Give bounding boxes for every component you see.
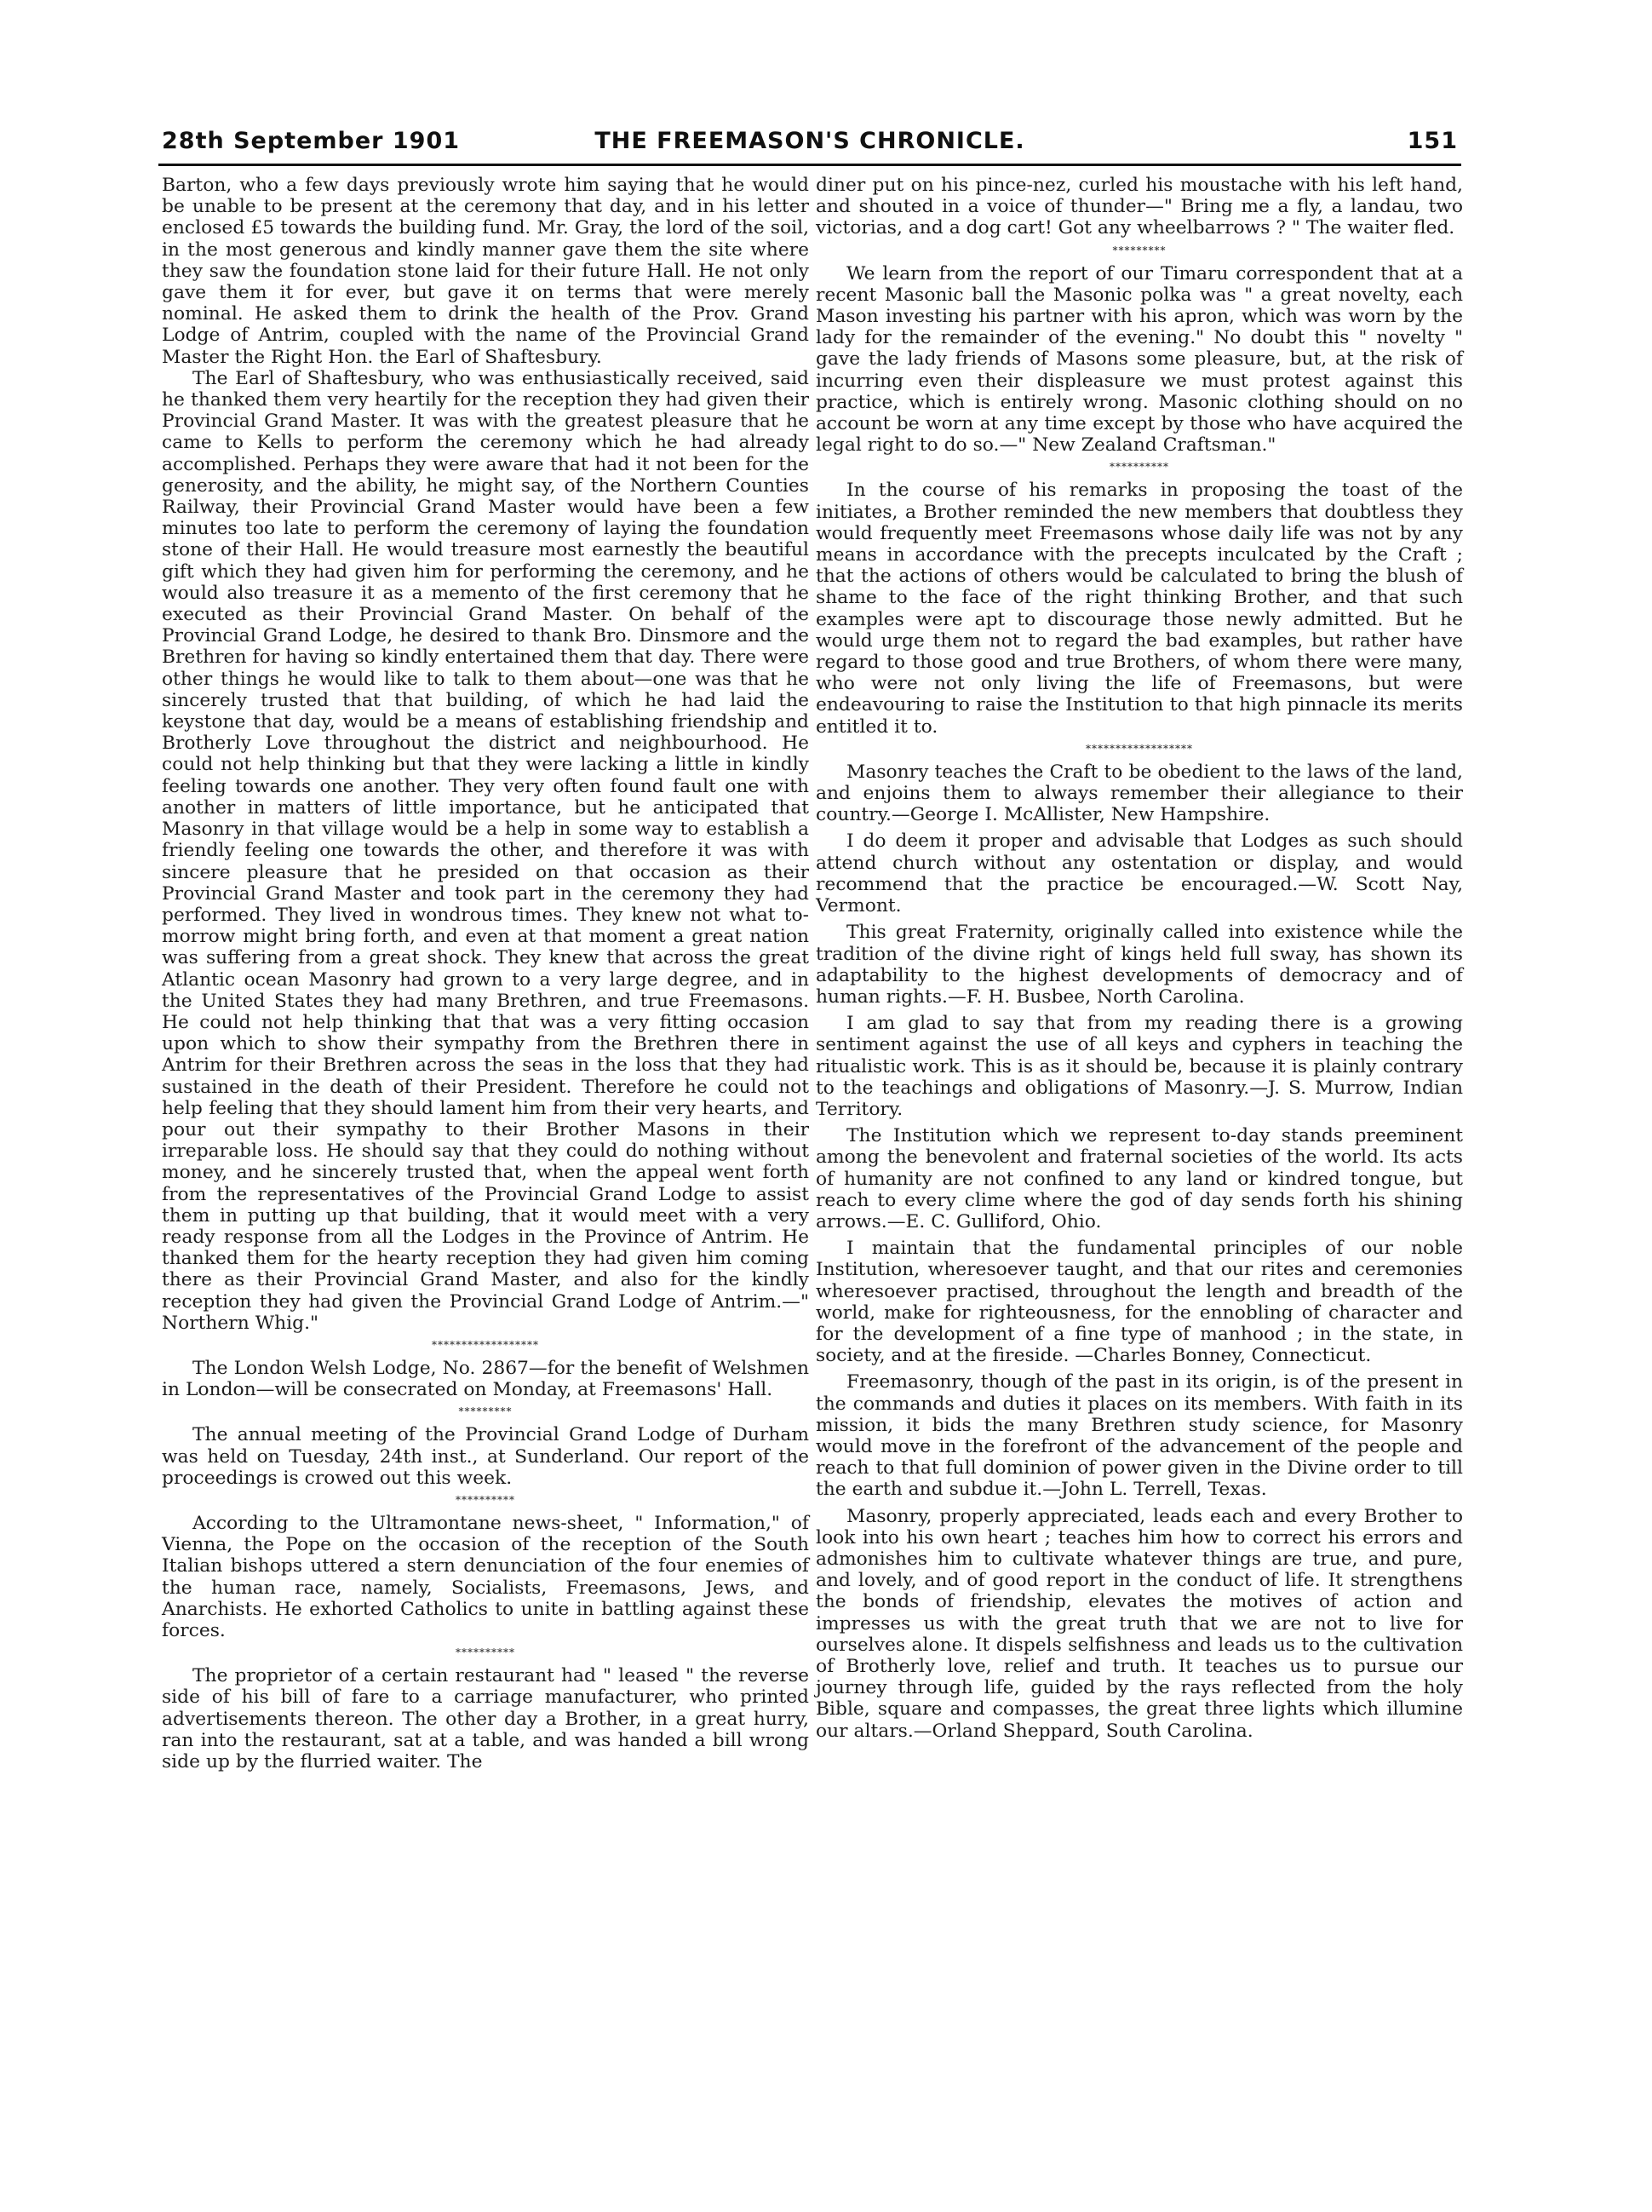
quote-paragraph: This great Fraternity, originally called into existence while the tradition of the divine right of kings held full sway, has shown its adaptability to the highest developments of democracy and of human rights.—F. H. Busbee, North Carolina. bbox=[816, 922, 1463, 1008]
header-rule bbox=[158, 164, 1461, 166]
publication-title: THE FREEMASON'S CHRONICLE. bbox=[594, 128, 1025, 154]
quote-paragraph: The Institution which we represent to-day stands preeminent among the benevolent and fraternal societies of the world. Its acts of humanity are not confined to any land or kindred tongue, but reach to every clime where the god of day sends forth his shining arrows.—E. C. Gulliford, Ohio. bbox=[816, 1125, 1463, 1232]
separator: ********** bbox=[456, 1646, 515, 1659]
separator: ********* bbox=[458, 1405, 513, 1418]
separator: ****************** bbox=[1086, 742, 1193, 755]
article-paragraph: The Earl of Shaftesbury, who was enthusiastically received, said he thanked them very heartily for the reception they had given their Provincial Grand Master. It was with the greatest pleasure that he came to Kells to perform the ceremony which he had already accomplished. Perhaps they were aware that had it not been for the generosity, and the ability, he might say, of the Northern Counties Railway, their Provincial Grand Master would have been a few minutes too late to perform the ceremony of laying the foundation stone of their Hall. He would treasure most earnestly the beautiful gift which they had given him for performing the ceremony, and he would also treasure it as a memento of the first ceremony that he executed as their Provincial Grand Master. On behalf of the Provincial Grand Lodge, he desired to thank Bro. Dinsmore and the Brethren for having so kindly entertained them that day. There were other things he would like to talk to them about—one was that he sincerely trusted that that building, of which he had laid the keystone that day, would be a means of establishing friendship and Brotherly Love throughout the district and neighbourhood. He could not help thinking but that they were lacking a little in kindly feeling towards one another. They very often found fault one with another in matters of little importance, but he anticipated that Masonry in that village would be a help in some way to establish a friendly feeling one towards the other, and therefore it was with sincere pleasure that he presided on that occasion as their Provincial Grand Master and took part in the ceremony they had performed. They lived in wondrous times. They knew not what to-morrow might bring forth, and even at that moment a great nation was suffering from a great shock. They knew that across the great Atlantic ocean Masonry had grown to a very large degree, and in the United States they had many Brethren, and true Freemasons. He could not help thinking that that was a very fitting occasion upon which to show their sympathy from the Brethren there in Antrim for their Brethren across the seas in the loss that they had sustained in the death of their President. Therefore he could not help feeling that they should lament him from their very hearts, and pour out their sympathy to their Brother Masons in their irreparable loss. He should say that they could do nothing without money, and he sincerely trusted that, when the appeal went forth from the representatives of the Provincial Grand Lodge to assist them in putting up that building, that it would meet with a very ready response from all the Lodges in the Province of Antrim. He thanked them for the hearty reception they had given him coming there as their Provincial Grand Master, and also for the kindly reception they had given the Provincial Grand Lodge of Antrim.—" Northern Whig." bbox=[162, 367, 809, 1334]
article-paragraph: The annual meeting of the Provincial Grand Lodge of Durham was held on Tuesday, 24th inst., at Sunderland. Our report of the proceedings is crowed out this week. bbox=[162, 1424, 809, 1489]
right-column bbox=[816, 175, 1463, 1742]
left-column bbox=[162, 175, 809, 1772]
separator: ********* bbox=[1112, 244, 1167, 256]
article-paragraph: The London Welsh Lodge, No. 2867—for the benefit of Welshmen in London—will be consecrated on Monday, at Freemasons' Hall. bbox=[162, 1357, 809, 1401]
quote-paragraph: Freemasonry, though of the past in its origin, is of the present in the commands and duties it places on its members. With faith in its mission, it bids the many Brethren study science, for Masonry would move in the forefront of the advancement of the people and reach to that full dominion of power given in the Divine order to till the earth and subdue it.—John L. Terrell, Texas. bbox=[816, 1371, 1463, 1501]
article-paragraph: Barton, who a few days previously wrote him saying that he would be unable to be present at the ceremony that day, and in his letter enclosed £5 towards the building fund. Mr. Gray, the lord of the soil, in the most generous and kindly manner gave them the site where they saw the foundation stone laid for their future Hall. He not only gave them it for ever, but gave it on terms that were merely nominal. He asked them to drink the health of the Prov. Grand Lodge of Antrim, coupled with the name of the Provincial Grand Master the Right Hon. the Earl of Shaftesbury. bbox=[162, 175, 809, 368]
article-paragraph: In the course of his remarks in proposing the toast of the initiates, a Brother reminded the new members that doubtless they would frequently meet Freemasons whose daily life was not by any means in accordance with the precepts inculcated by the Craft ; that the actions of others would be calculated to bring the blush of shame to the face of the right thinking Brother, and that such examples were apt to discourage those newly admitted. But he would urge them not to regard the bad examples, but rather have regard to those good and true Brothers, of whom there were many, who were not only living the life of Freemasons, but were endeavouring to raise the Institution to that high pinnacle its merits entitled it to. bbox=[816, 480, 1463, 738]
article-paragraph: The proprietor of a certain restaurant had " leased " the reverse side of his bill of fare to a carriage manufacturer, who printed advertisements thereon. The other day a Brother, in a great hurry, ran into the restaurant, sat at a table, and was handed a bill wrong side up by the flurried waiter. The bbox=[162, 1665, 809, 1773]
separator: ********** bbox=[1110, 461, 1169, 474]
article-paragraph: diner put on his pince-nez, curled his moustache with his left hand, and shouted in a voice of thunder—" Bring me a fly, a landau, two victorias, and a dog cart! Got any wheelbarrows ? " The waiter fled. bbox=[816, 175, 1463, 239]
article-paragraph: We learn from the report of our Timaru correspondent that at a recent Masonic ball the Masonic polka was " a great novelty, each Mason investing his partner with his apron, which was worn by the lady for the remainder of the evening." No doubt this " novelty " gave the lady friends of Masons some pleasure, but, at the risk of incurring even their displeasure we must protest against this practice, which is entirely wrong. Masonic clothing should on no account be worn at any time except by those who have acquired the legal right to do so.—" New Zealand Craftsman." bbox=[816, 262, 1463, 457]
separator: ****************** bbox=[432, 1338, 539, 1351]
quote-paragraph: Masonry, properly appreciated, leads each and every Brother to look into his own heart ; teaches him how to correct his errors and admonishes him to cultivate whatever things are true, and pure, and lovely, and of good report in the conduct of life. It strengthens the bonds of friendship, elevates the motives of action and impresses us with the great truth that we are not to live for ourselves alone. It dispels selfishness and leads us to the cultivation of Brotherly love, relief and truth. It teaches us to pursue our journey through life, guided by the rays reflected from the holy Bible, square and compasses, the great three lights which illumine our altars.—Orland Sheppard, South Carolina. bbox=[816, 1505, 1463, 1742]
article-paragraph: According to the Ultramontane news-sheet, " Information," of Vienna, the Pope on the occasion of the reception of the South Italian bishops uttered a stern denunciation of the four enemies of the human race, namely, Socialists, Freemasons, Jews, and Anarchists. He exhorted Catholics to unite in battling against these forces. bbox=[162, 1512, 809, 1641]
quote-paragraph: I maintain that the fundamental principles of our noble Institution, wheresoever taught, and that our rites and ceremonies wheresoever practised, throughout the length and breadth of the world, make for righteousness, for the ennobling of character and for the development of a fine type of manhood ; in the state, in society, and at the fireside. —Charles Bonney, Connecticut. bbox=[816, 1238, 1463, 1367]
quote-paragraph: I do deem it proper and advisable that Lodges as such should attend church without any ostentation or display, and would recommend that the practice be encouraged.—W. Scott Nay, Vermont. bbox=[816, 830, 1463, 917]
quote-paragraph: I am glad to say that from my reading there is a growing sentiment against the use of all keys and cyphers in teaching the ritualistic work. This is as it should be, because it is plainly contrary to the teachings and obligations of Masonry.—J. S. Murrow, Indian Territory. bbox=[816, 1013, 1463, 1120]
quote-paragraph: Masonry teaches the Craft to be obedient to the laws of the land, and enjoins them to always remember their allegiance to their country.—George I. McAllister, New Hampshire. bbox=[816, 761, 1463, 826]
page-number: 151 bbox=[1407, 128, 1458, 154]
issue-date: 28th September 1901 bbox=[162, 128, 461, 154]
separator: ********** bbox=[456, 1493, 515, 1506]
page-header bbox=[162, 128, 1458, 162]
